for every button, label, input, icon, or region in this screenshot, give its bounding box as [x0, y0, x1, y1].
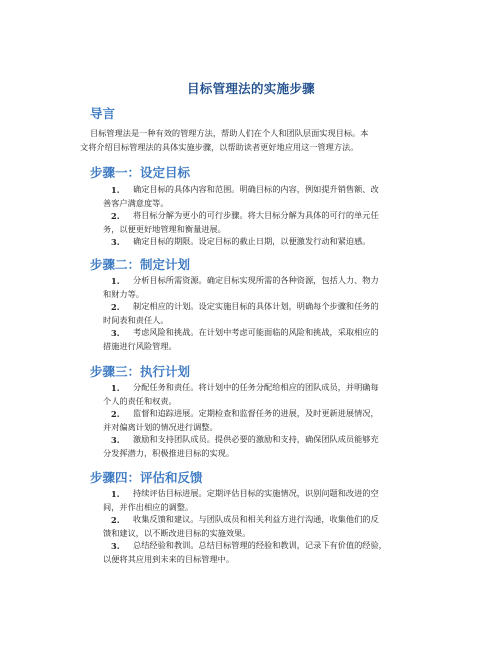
list-item-line-1: 分析目标所需资源。确定目标实现所需的各种资源，包括人力、物力: [133, 275, 379, 285]
list-number: 2.: [111, 211, 120, 221]
list-number: 3.: [111, 435, 120, 445]
section-heading: 步骤三：执行计划: [90, 364, 191, 379]
list-item-line-1: 确定目标的具体内容和范围。明确目标的内容，例如提升销售额、改: [133, 184, 379, 194]
list-number: 2.: [111, 515, 120, 525]
list-item-line-1: 分配任务和责任。将计划中的任务分配给相应的团队成员，并明确每: [133, 382, 379, 392]
section-heading: 步骤四：评估和反馈: [90, 470, 203, 485]
list-item-line-2: 分发挥潜力，积极推进目标的实现。: [103, 448, 235, 458]
list-number: 2.: [111, 409, 120, 419]
list-item-line-1: 监督和追踪进展。定期检查和监督任务的进展，及时更新进展情况，: [133, 408, 379, 418]
intro-paragraph-line-2: 文将介绍目标管理法的具体实施步骤，以帮助读者更好地应用这一管理方法。: [80, 142, 359, 152]
list-number: 1.: [111, 276, 120, 286]
list-item-line-2: 以便将其应用到未来的目标管理中。: [103, 554, 235, 564]
list-item-line-1: 考虑风险和挑战。在计划中考虑可能面临的风险和挑战，采取相应的: [133, 327, 379, 337]
list-item-line-2: 间，并作出相应的调整。: [103, 502, 194, 512]
list-number: 3.: [111, 328, 120, 338]
list-item-line-1: 将目标分解为更小的可行步骤。将大目标分解为具体的可行的单元任: [133, 210, 379, 220]
list-number: 3.: [111, 237, 120, 247]
list-item-line-2: 时间表和责任人。: [103, 315, 169, 325]
document-title: 目标管理法的实施步骤: [186, 81, 315, 96]
list-item-line-1: 激励和支持团队成员。提供必要的激励和支持，确保团队成员能够充: [133, 434, 379, 444]
list-item-line-2: 务，以便更好地管理和衡量进展。: [103, 224, 226, 234]
list-item-line-1: 持续评估目标进展。定期评估目标的实施情况，识别问题和改进的空: [133, 488, 379, 498]
list-item-line-2: 个人的责任和权责。: [103, 396, 177, 406]
list-number: 1.: [111, 185, 120, 195]
list-item-line-1: 确定目标的期限。设定目标的截止日期，以便激发行动和紧迫感。: [133, 236, 371, 246]
list-item-line-2: 馈和建议，以不断改进目标的实施效果。: [103, 528, 251, 538]
section-heading: 步骤二：制定计划: [90, 257, 191, 272]
intro-paragraph-line-1: 目标管理法是一种有效的管理方法，帮助人们在个人和团队层面实现目标。本: [90, 128, 369, 138]
list-number: 1.: [111, 489, 120, 499]
list-item-line-1: 收集反馈和建议。与团队成员和相关利益方进行沟通，收集他们的反: [133, 514, 379, 524]
list-item-line-2: 善客户满意度等。: [103, 198, 169, 208]
list-item-line-1: 总结经验和教训。总结目标管理的经验和教训，记录下有价值的经验，: [133, 540, 387, 550]
list-number: 3.: [111, 541, 120, 551]
list-item-line-1: 制定相应的计划。设定实施目标的具体计划，明确每个步骤和任务的: [133, 301, 379, 311]
intro-heading: 导言: [90, 106, 116, 121]
list-number: 2.: [111, 302, 120, 312]
list-item-line-2: 措施进行风险管理。: [103, 341, 177, 351]
list-item-line-2: 并对偏离计划的情况进行调整。: [103, 422, 218, 432]
section-heading: 步骤一：设定目标: [90, 165, 191, 180]
list-number: 1.: [111, 383, 120, 393]
list-item-line-2: 和财力等。: [103, 289, 144, 299]
